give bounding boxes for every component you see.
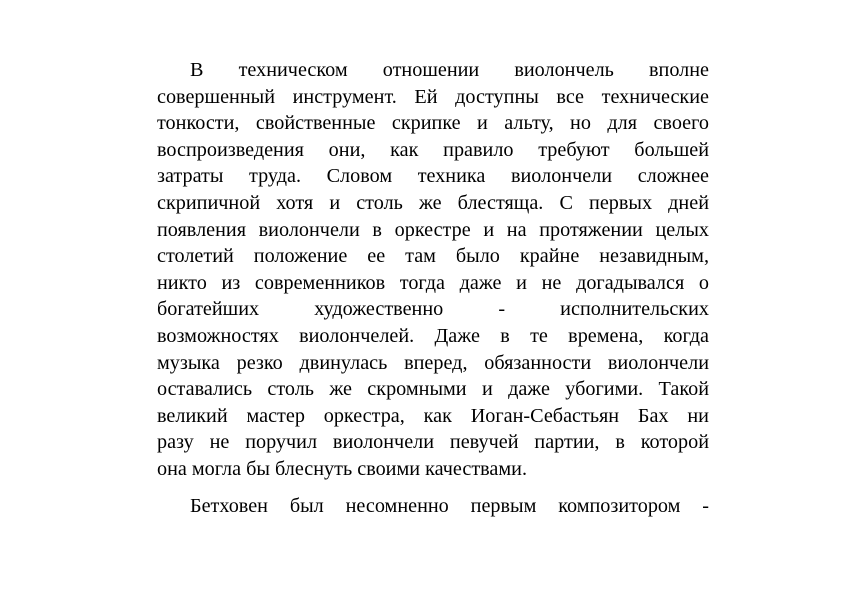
text-line: она могла бы блеснуть своими качествами. bbox=[157, 457, 528, 480]
paragraph bbox=[157, 493, 709, 520]
text-line: никто из современников тогда даже и не догадывался о bbox=[157, 271, 709, 294]
text-line: скрипичной хотя и столь же блестяща. С первых дней bbox=[157, 191, 709, 214]
text-line: столетий положение ее там было крайне незавидным, bbox=[157, 245, 709, 268]
text-line: В техническом отношении виолончель вполне bbox=[190, 59, 709, 81]
text-line: затраты труда. Словом техника виолончели сложнее bbox=[157, 165, 709, 188]
text-line: разу не поручил виолончели певучей партии, в которой bbox=[157, 431, 709, 454]
text-line: великий мастер оркестра, как Иоган-Себастьян Бах ни bbox=[157, 404, 709, 427]
text-line: оставались столь же скромными и даже убогими. Такой bbox=[157, 378, 709, 401]
text-line: тонкости, свойственные скрипке и альту, но для своего bbox=[157, 112, 709, 135]
text-line: богатейших художественно - исполнительских bbox=[157, 298, 709, 321]
text-line: появления виолончели в оркестре и на протяжении целых bbox=[157, 218, 709, 241]
text-line: возможностях виолончелей. Даже в те времена, когда bbox=[157, 324, 709, 347]
paragraph bbox=[157, 57, 709, 483]
text-line: совершенный инструмент. Ей доступны все технические bbox=[157, 85, 709, 108]
text-line: Бетховен был несомненно первым композитором - bbox=[190, 494, 709, 517]
text-line: воспроизведения они, как правило требуют большей bbox=[157, 138, 709, 161]
text-line: музыка резко двинулась вперед, обязанности виолончели bbox=[157, 351, 709, 374]
document-text bbox=[157, 57, 709, 519]
